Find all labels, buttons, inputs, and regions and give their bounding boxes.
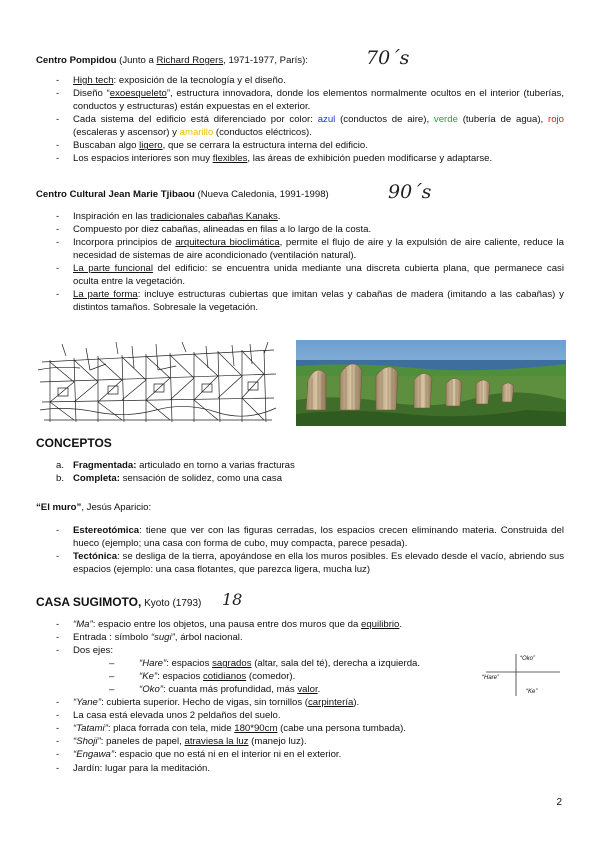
sub-list-item: – “Hare”: espacios sagrados (altar, sala del té), derecha a izquierda. [109, 657, 532, 670]
tjibaou-handwritten-note: 90´s [388, 181, 432, 203]
list-item: - “Yane”: cubierta superior. Hecho de vigas, sin tornillos (carpintería). [56, 696, 496, 709]
list-item: - Buscaban algo ligero, que se cerrara la estructura interna del edificio. [56, 139, 564, 152]
list-item: - Cada sistema del edificio está diferenciado por color: azul (conductos de aire), verde (tubería de agua), rojo (escaleras y ascensor) y amarillo (conductos eléctricos). [56, 113, 564, 139]
list-item: - Compuesto por diez cabañas, alineadas en filas a lo largo de la costa. [56, 223, 564, 236]
color-green-word: verde [433, 114, 458, 126]
list-item: - Estereotómica: tiene que ver con las figuras cerradas, los espacios crecen eliminando materia. Construida del hueco (ejemplo; una casa con forma de cubo, muy compacta, parece pesada). [56, 524, 564, 550]
list-item: - La parte funcional del edificio: se encuentra unida mediante una discreta cubierta plana, que permanece casi oculta entre la vegetación. [56, 262, 564, 288]
axis-label-ke: “Ke” [526, 689, 538, 695]
color-blue-word: azul [317, 114, 336, 126]
color-red-word: rojo [548, 114, 564, 126]
axes-diagram [482, 652, 562, 698]
list-item: - La parte forma: incluye estructuras cubiertas que imitan velas y cabañas de madera (imitando a las cabañas) y distintos tamaños. Sobresale la vegetación. [56, 288, 564, 314]
list-item: - La casa está elevada unos 2 peldaños del suelo. [56, 709, 496, 722]
list-item: - Inspiración en las tradicionales cabañas Kanaks. [56, 210, 564, 223]
list-item: - “Tatami”: placa forrada con tela, mide 180*90cm (cabe una persona tumbada). [56, 722, 496, 735]
axis-label-oko: “Oko” [520, 656, 535, 662]
conceptos-title: CONCEPTOS [36, 436, 112, 450]
list-item: - High tech: exposición de la tecnología y el diseño. [56, 74, 564, 87]
conceptos-list [56, 459, 556, 485]
list-item: - Jardín: lugar para la meditación. [56, 762, 496, 775]
muro-list [56, 524, 564, 576]
tjibaou-heading: Centro Cultural Jean Marie Tjibaou (Nueva Caledonia, 1991-1998) [36, 189, 329, 200]
sub-list-item: – “Ke”: espacios cotidianos (comedor). [109, 670, 532, 683]
pompidou-structure-sketch [36, 340, 280, 426]
sugimoto-list [56, 618, 496, 775]
list-item: - “Shoji”: paneles de papel, atraviesa la luz (manejo luz). [56, 735, 496, 748]
list-item: - Incorpora principios de arquitectura bioclimática, permite el flujo de aire y la expulsión de aire caliente, reduce la necesidad de sistemas de aire acondicionado (ventilación natural). [56, 236, 564, 262]
list-item: - “Ma”: espacio entre los objetos, una pausa entre dos muros que da equilibrio. [56, 618, 496, 631]
tjibaou-photo [296, 340, 566, 426]
axis-label-hare: “Hare” [482, 675, 500, 681]
list-item: - Dos ejes: – “Hare”: espacios sagrados (altar, sala del té), derecha a izquierda. – “Ke”: espacios cotidianos (comedor). – “Oko”: cuanta más profundidad, más valor. [56, 644, 496, 696]
tjibaou-list [56, 210, 564, 314]
list-item: - Diseño “exoesqueleto”, estructura innovadora, donde los elementos normalmente ocultos en el interior (tuberías, conductos y estructuras) están expuestas en el exterior. [56, 87, 564, 113]
list-item: - “Engawa”: espacio que no está ni en el interior ni en el exterior. [56, 748, 496, 761]
list-item: a. Fragmentada: articulado en torno a varias fracturas [56, 460, 295, 471]
pompidou-handwritten-note: 70´s [366, 47, 410, 69]
muro-heading: “El muro”, Jesús Aparicio: [36, 502, 152, 513]
list-item: - Los espacios interiores son muy flexibles, las áreas de exhibición pueden modificarse y adaptarse. [56, 152, 564, 165]
page-number: 2 [556, 797, 562, 808]
sugimoto-heading: CASA SUGIMOTO, Kyoto (1793) [36, 595, 202, 609]
color-yellow-word: amarillo [179, 127, 214, 139]
list-item: - Entrada : símbolo “sugi”, árbol nacional. [56, 631, 496, 644]
ejes-sublist [73, 657, 496, 696]
list-item: - Tectónica: se desliga de la tierra, apoyándose en ella los muros posibles. Es elevado desde el vacío, abriendo sus espacios (ejemplo: una casa flotantes, que parezca ligera, mucha luz) [56, 550, 564, 576]
pompidou-list [56, 74, 564, 165]
list-item: b. Completa: sensación de solidez, como una casa [56, 473, 283, 485]
sub-list-item: – “Oko”: cuanta más profundidad, más valor. [109, 683, 532, 696]
sugimoto-handwritten-note: 18 [222, 590, 243, 609]
pompidou-heading: Centro Pompidou (Junto a Richard Rogers, 1971-1977, París): [36, 55, 308, 66]
